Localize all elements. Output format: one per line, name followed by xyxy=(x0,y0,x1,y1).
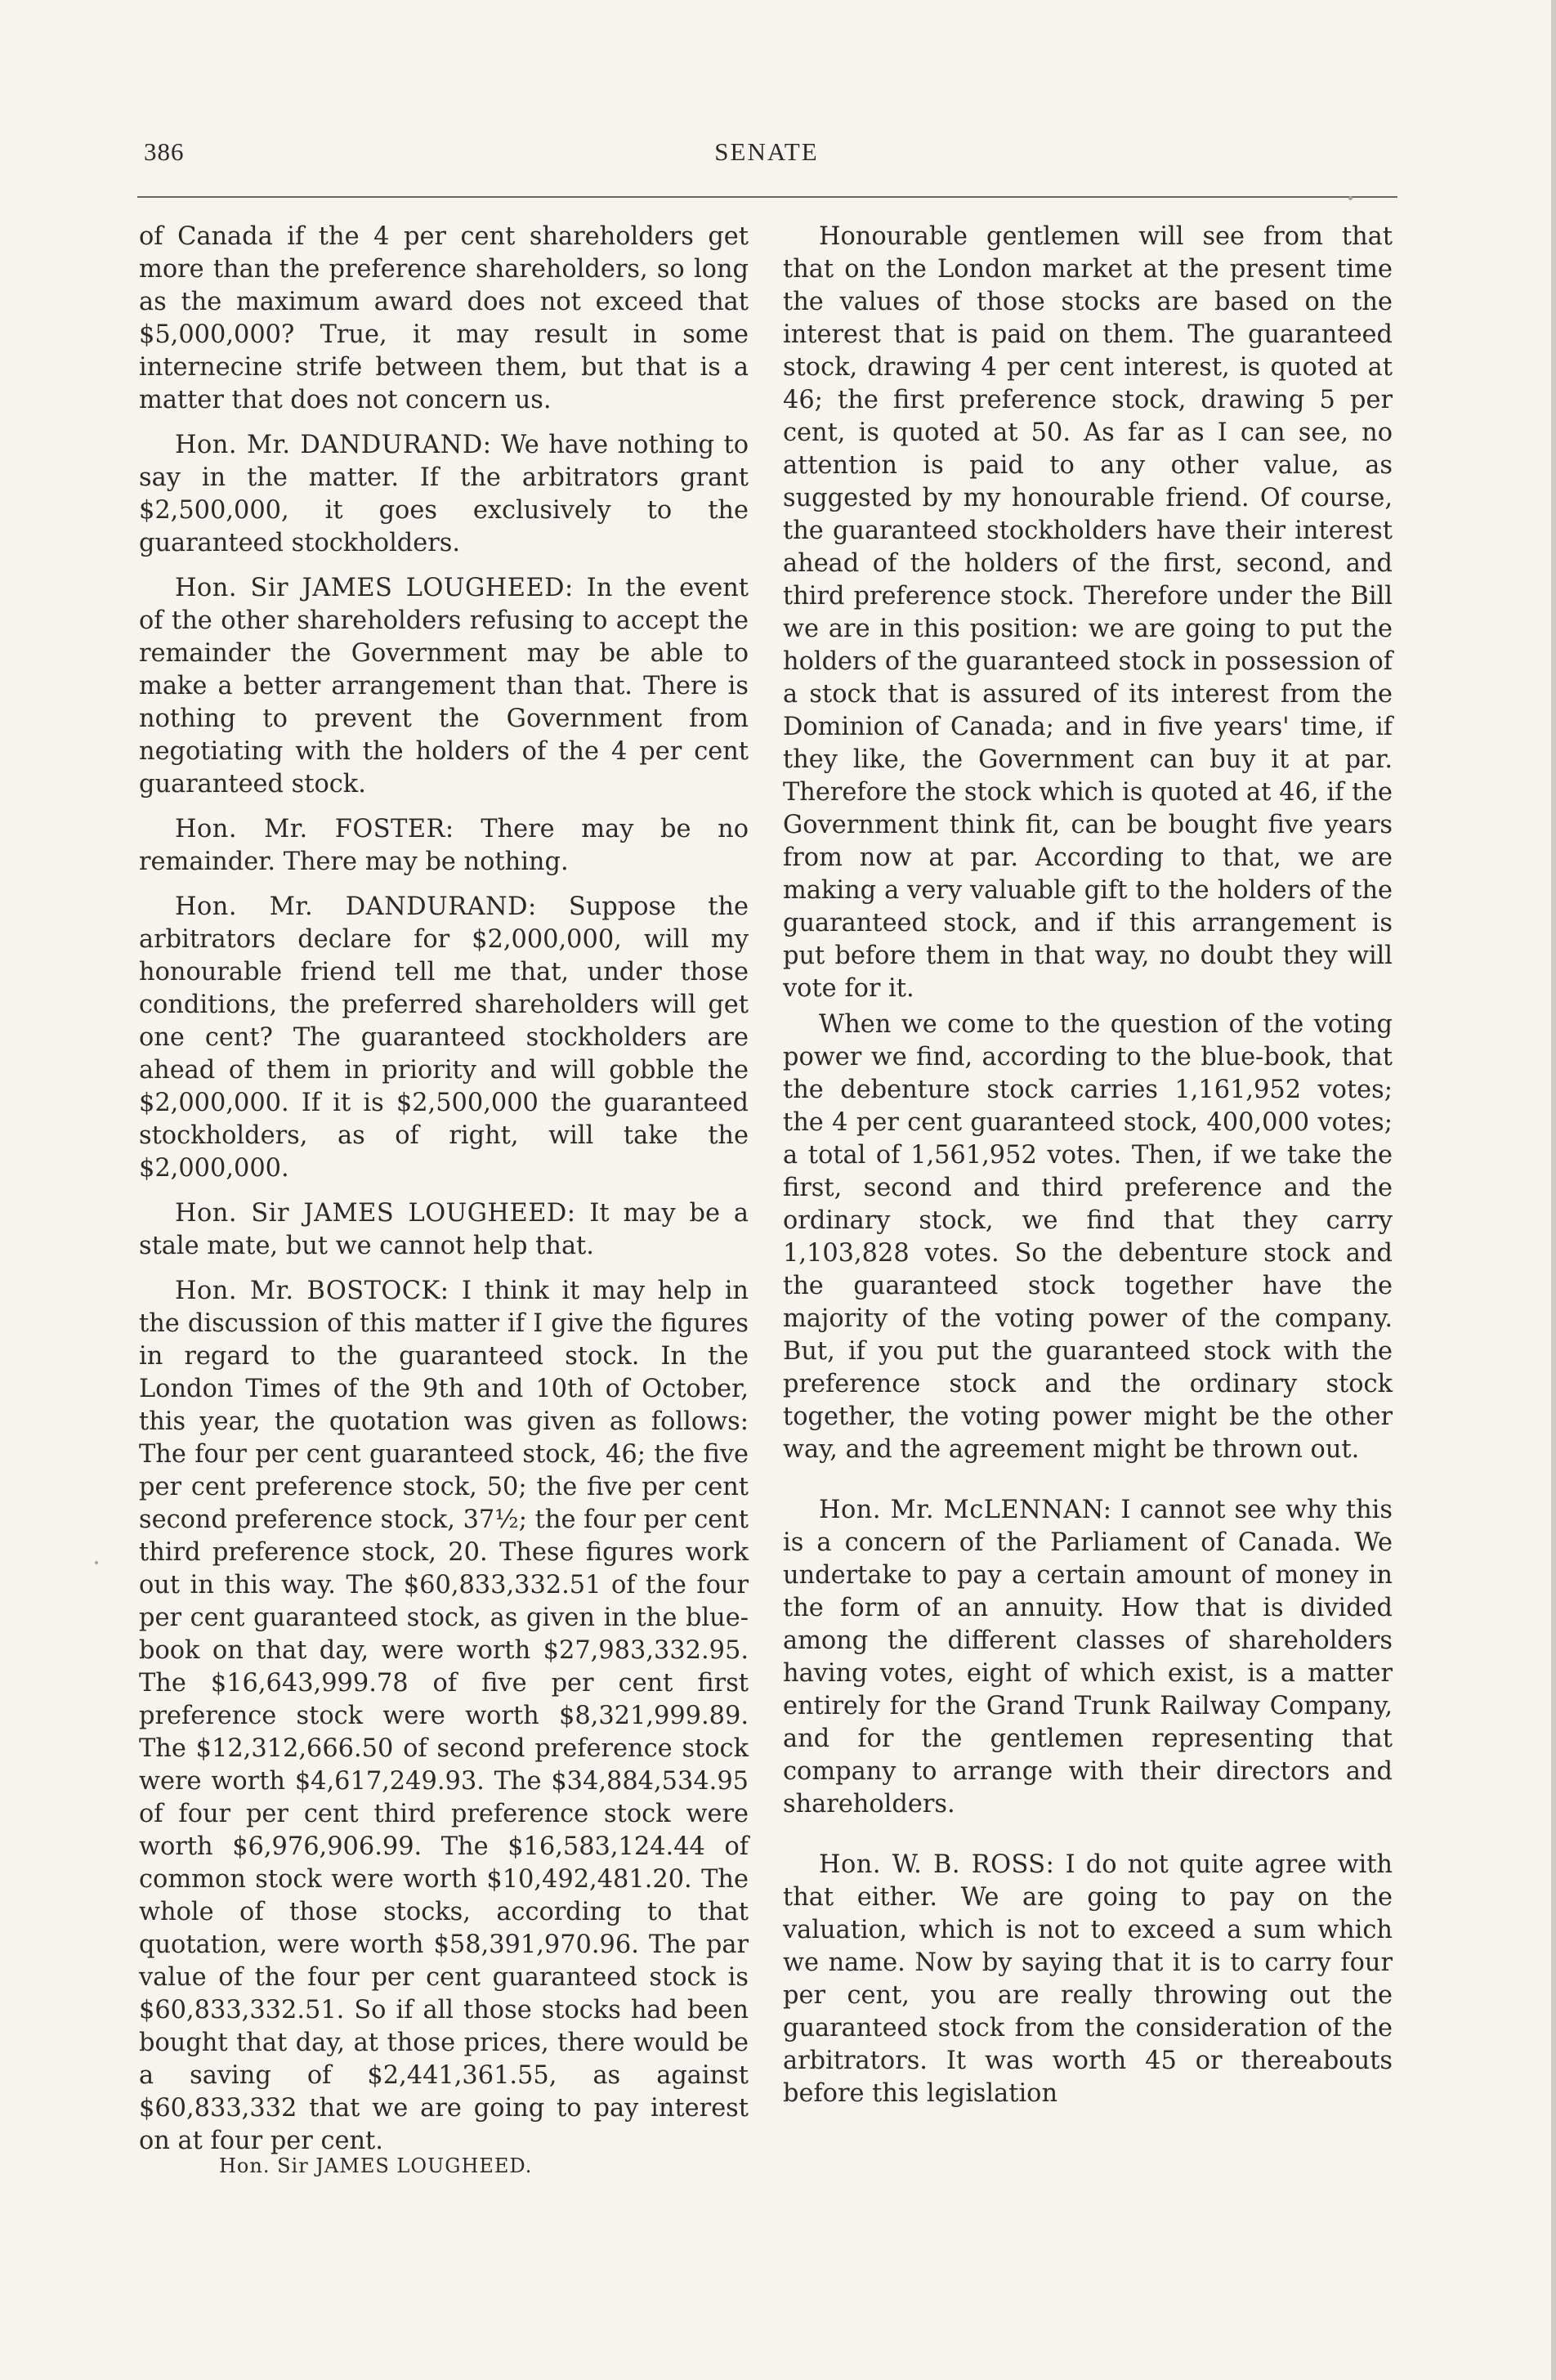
paragraph-lougheed-1 xyxy=(139,572,749,801)
speech-text: I think it may help in the discussion of this matter if I give the figures in regard to the guaranteed stock. In the London Times of the 9th and 10th of October, this year, the quotation was given as follows: The four per cent guaranteed stock, 46; the five per cent preference stock, 50; the five per cent second preference stock, 37½; the four per cent third preference stock, 20. These figures work out in this way. The $60,833,332.51 of the four per cent guaranteed stock, as given in the blue-book on that day, were worth $27,983,332.95. The $16,643,999.78 of five per cent first preference stock were worth $8,321,999.89. The $12,312,666.50 of second preference stock were worth $4,617,249.93. The $34,884,534.95 of four per cent third preference stock were worth $6,976,906.99. The $16,583,124.44 of common stock were worth $10,492,481.20. The whole of those stocks, according to that quotation, were worth $58,391,970.96. The par value of the four per cent guaranteed stock is $60,833,332.51. So if all those stocks had been bought that day, at those prices, there would be a saving of $2,441,361.55, as against $60,833,332 that we are going to pay interest on at four per cent. xyxy=(139,1277,749,2155)
speaker-name: Hon. Sir JAMES LOUGHEED: xyxy=(175,1199,576,1228)
speech-text: I do not quite agree with that either. We are going to pay on the valuation, which is not to exceed a sum which we name. Now by saying that it is to carry four per cent, you are really throwing out the guaranteed stock from the consideration of the arbitrators. It was worth 45 or thereabouts before this legislation xyxy=(783,1850,1393,2108)
header-rule xyxy=(137,196,1397,198)
speaker-name: Hon. W. B. ROSS: xyxy=(819,1850,1055,1879)
speech-text: There may be no remainder. There may be nothing. xyxy=(139,815,749,876)
speaker-name: Hon. Mr. McLENNAN: xyxy=(819,1496,1112,1524)
speaker-name: Hon. Mr. BOSTOCK: xyxy=(175,1277,449,1305)
paragraph-bostock xyxy=(139,1275,749,2158)
paragraph-mclennan xyxy=(783,1494,1393,1821)
paper-speck xyxy=(95,1561,98,1564)
speech-text: It may be a stale mate, but we cannot help that. xyxy=(139,1199,749,1260)
speaker-name: Hon. Mr. DANDURAND: xyxy=(175,431,492,459)
speaker-name: Hon. Sir JAMES LOUGHEED: xyxy=(175,574,574,602)
paragraph-voting-power: When we come to the question of the voting power we find, according to the blue-book, that the debenture stock carries 1,161,952 votes; the 4 per cent guaranteed stock, 400,000 votes; a total of 1,561,952 votes. Then, if we take the first, second and third preference and the ordinary stock, we find that they carry 1,103,828 votes. So the debenture stock and the guaranteed stock together have the majority of the voting power of the company. But, if you put the guaranteed stock with the preference stock and the ordinary stock together, the voting power might be the other way, and the agreement might be thrown out. xyxy=(783,1010,1393,1464)
scan-page-edge xyxy=(1551,0,1556,2380)
running-title: SENATE xyxy=(714,137,819,166)
right-column xyxy=(783,221,1393,2110)
left-column xyxy=(139,221,749,2158)
paragraph-dandurand-1 xyxy=(139,429,749,560)
running-head xyxy=(137,137,1396,173)
paper-speck xyxy=(1348,196,1353,200)
speech-text: We have nothing to say in the matter. If the arbitrators grant $2,500,000, it goes exclusively to the guaranteed stockholders. xyxy=(139,431,749,557)
speaker-name: Hon. Mr. FOSTER: xyxy=(175,815,454,843)
speech-text: In the event of the other shareholders refusing to accept the remainder the Government may be able to make a better arrangement than that. There is nothing to prevent the Government from negotiating with the holders of the 4 per cent guaranteed stock. xyxy=(139,574,749,799)
speech-text: Suppose the arbitrators declare for $2,000,000, will my honourable friend tell me that, under those conditions, the preferred shareholders will get one cent? The guaranteed stockholders are ahead of them in priority and will gobble the $2,000,000. If it is $2,500,000 the guaranteed stockholders, as of right, will take the $2,000,000. xyxy=(139,892,749,1183)
paragraph-continued: of Canada if the 4 per cent shareholders get more than the preference shareholders, so long as the maximum award does not exceed that $5,000,000? True, it may result in some internecine strife between them, but that is a matter that does not concern us. xyxy=(139,222,749,414)
catchword: Hon. Sir JAMES LOUGHEED. xyxy=(219,2154,533,2177)
paragraph-ross xyxy=(783,1849,1393,2110)
paragraph-dandurand-2 xyxy=(139,891,749,1185)
speaker-name: Hon. Mr. DANDURAND: xyxy=(175,892,537,921)
page-number: 386 xyxy=(144,137,185,166)
paragraph-lougheed-2 xyxy=(139,1197,749,1263)
paragraph-bostock-continued: Honourable gentlemen will see from that that on the London market at the present time the values of those stocks are based on the interest that is paid on them. The guaranteed stock, drawing 4 per cent interest, is quoted at 46; the first preference stock, drawing 5 per cent, is quoted at 50. As far as I can see, no attention is paid to any other value, as suggested by my honourable friend. Of course, the guaranteed stockholders have their interest ahead of the holders of the first, second, and third preference stock. Therefore under the Bill we are in this position: we are going to put the holders of the guaranteed stock in possession of a stock that is assured of its interest from the Dominion of Canada; and in five years' time, if they like, the Government can buy it at par. Therefore the stock which is quoted at 46, if the Government think fit, can be bought five years from now at par. According to that, we are making a very valuable gift to the holders of the guaranteed stock, and if this arrangement is put before them in that way, no doubt they will vote for it. xyxy=(783,222,1393,1003)
speech-text: I cannot see why this is a concern of the Parliament of Canada. We undertake to pay a certain amount of money in the form of an annuity. How that is divided among the different classes of shareholders having votes, eight of which exist, is a matter entirely for the Grand Trunk Railway Company, and for the gentlemen representing that company to arrange with their directors and shareholders. xyxy=(783,1496,1393,1819)
paragraph-foster xyxy=(139,813,749,879)
